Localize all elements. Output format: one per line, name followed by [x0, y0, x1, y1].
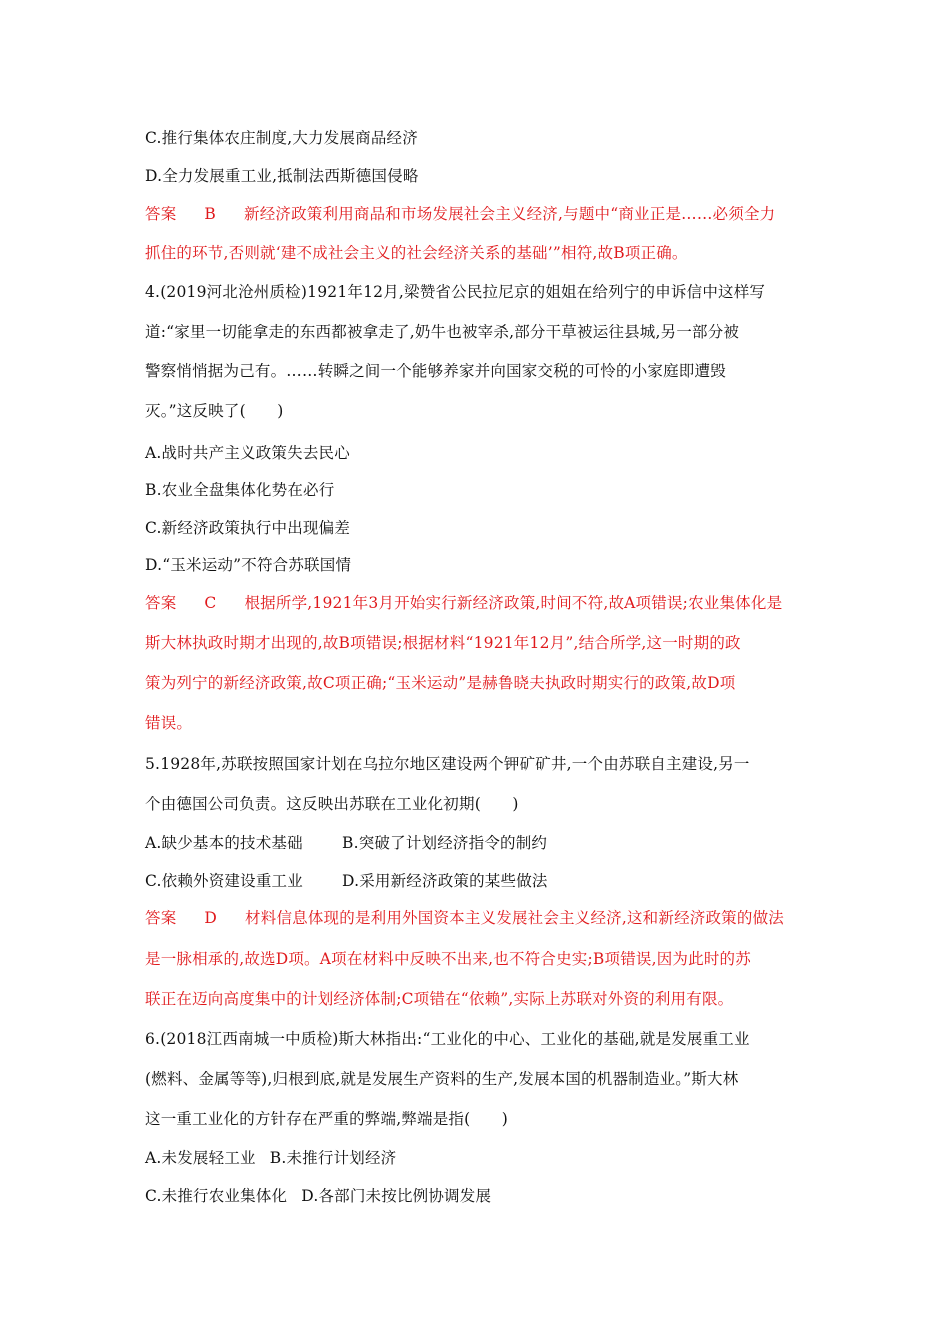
answer-text: 根据所学,1921年3月开始实行新经济政策,时间不符,故A项错误;农业集体化是 — [244, 594, 783, 612]
q4-stem-line-3: 警察悄悄据为己有。……转瞬之间一个能够养家并向国家交税的可怜的小家庭即遭毁 — [145, 362, 726, 380]
answer-label: 答案 — [145, 909, 177, 927]
q5-answer-line-2: 是一脉相承的,故选D项。A项在材料中反映不出来,也不符合史实;B项错误,因为此时的苏 — [145, 950, 751, 968]
answer-choice: C — [204, 594, 217, 612]
q5-stem-line-1: 5.1928年,苏联按照国家计划在乌拉尔地区建设两个钾矿矿井,一个由苏联自主建设,另一 — [145, 755, 750, 773]
q5-stem-line-2: 个由德国公司负责。这反映出苏联在工业化初期( ) — [145, 795, 519, 813]
q4-option-c: C.新经济政策执行中出现偏差 — [145, 519, 351, 537]
q6-option-c: C.未推行农业集体化 — [145, 1187, 288, 1205]
q4-answer-line-2: 斯大林执政时期才出现的,故B项错误;根据材料“1921年12月”,结合所学,这一时期的政 — [145, 634, 741, 652]
q4-option-b: B.农业全盘集体化势在必行 — [145, 481, 335, 499]
q6-options-row-2 — [145, 1186, 491, 1206]
q4-option-d: D.“玉米运动”不符合苏联国情 — [145, 556, 352, 574]
q6-stem-line-2: (燃料、金属等等),归根到底,就是发展生产资料的生产,发展本国的机器制造业。”斯大林 — [145, 1070, 739, 1088]
answer-label: 答案 — [145, 594, 177, 612]
q6-stem-line-3: 这一重工业化的方针存在严重的弊端,弊端是指( ) — [145, 1110, 509, 1128]
q3-answer-line-2: 抓住的环节,否则就‘建不成社会主义的社会经济关系的基础’”相符,故B项正确。 — [145, 244, 688, 262]
q3-answer-line-1 — [145, 204, 775, 224]
q4-answer-line-4: 错误。 — [145, 714, 193, 732]
q4-stem-line-1: 4.(2019河北沧州质检)1921年12月,梁赞省公民拉尼京的姐姐在给列宁的申诉信中这样写 — [145, 283, 766, 301]
q6-options-row-1 — [145, 1148, 396, 1168]
answer-text: 新经济政策利用商品和市场发展社会主义经济,与题中“商业正是……必须全力 — [244, 205, 776, 223]
q6-option-d: D.各部门未按比例协调发展 — [301, 1187, 492, 1205]
answer-choice: D — [204, 909, 218, 927]
answer-text: 材料信息体现的是利用外国资本主义发展社会主义经济,这和新经济政策的做法 — [245, 909, 784, 927]
q5-option-b: B.突破了计划经济指令的制约 — [342, 834, 548, 852]
q3-option-c: C.推行集体农庄制度,大力发展商品经济 — [145, 129, 418, 147]
q5-options-row-1 — [145, 833, 547, 853]
q4-answer-line-1 — [145, 593, 782, 613]
q3-option-d: D.全力发展重工业,抵制法西斯德国侵略 — [145, 167, 419, 185]
q5-option-a: A.缺少基本的技术基础 — [145, 834, 303, 852]
q5-options-row-2 — [145, 871, 548, 891]
q6-stem-line-1: 6.(2018江西南城一中质检)斯大林指出:“工业化的中心、工业化的基础,就是发展重工业 — [145, 1030, 750, 1048]
q4-stem-line-2: 道:“家里一切能拿走的东西都被拿走了,奶牛也被宰杀,部分干草被运往县城,另一部分被 — [145, 323, 740, 341]
answer-choice: B — [204, 205, 216, 223]
q5-option-d: D.采用新经济政策的某些做法 — [342, 872, 548, 890]
answer-label: 答案 — [145, 205, 177, 223]
q5-answer-line-1 — [145, 908, 784, 928]
q4-answer-line-3: 策为列宁的新经济政策,故C项正确;“玉米运动”是赫鲁晓夫执政时期实行的政策,故D项 — [145, 674, 736, 692]
q5-option-c: C.依赖外资建设重工业 — [145, 872, 303, 890]
q6-option-b: B.未推行计划经济 — [269, 1149, 397, 1167]
q4-option-a: A.战时共产主义政策失去民心 — [145, 444, 350, 462]
q6-option-a: A.未发展轻工业 — [145, 1149, 256, 1167]
q4-stem-line-4: 灭。”这反映了( ) — [145, 402, 284, 420]
q5-answer-line-3: 联正在迈向高度集中的计划经济体制;C项错在“依赖”,实际上苏联对外资的利用有限。 — [145, 990, 734, 1008]
